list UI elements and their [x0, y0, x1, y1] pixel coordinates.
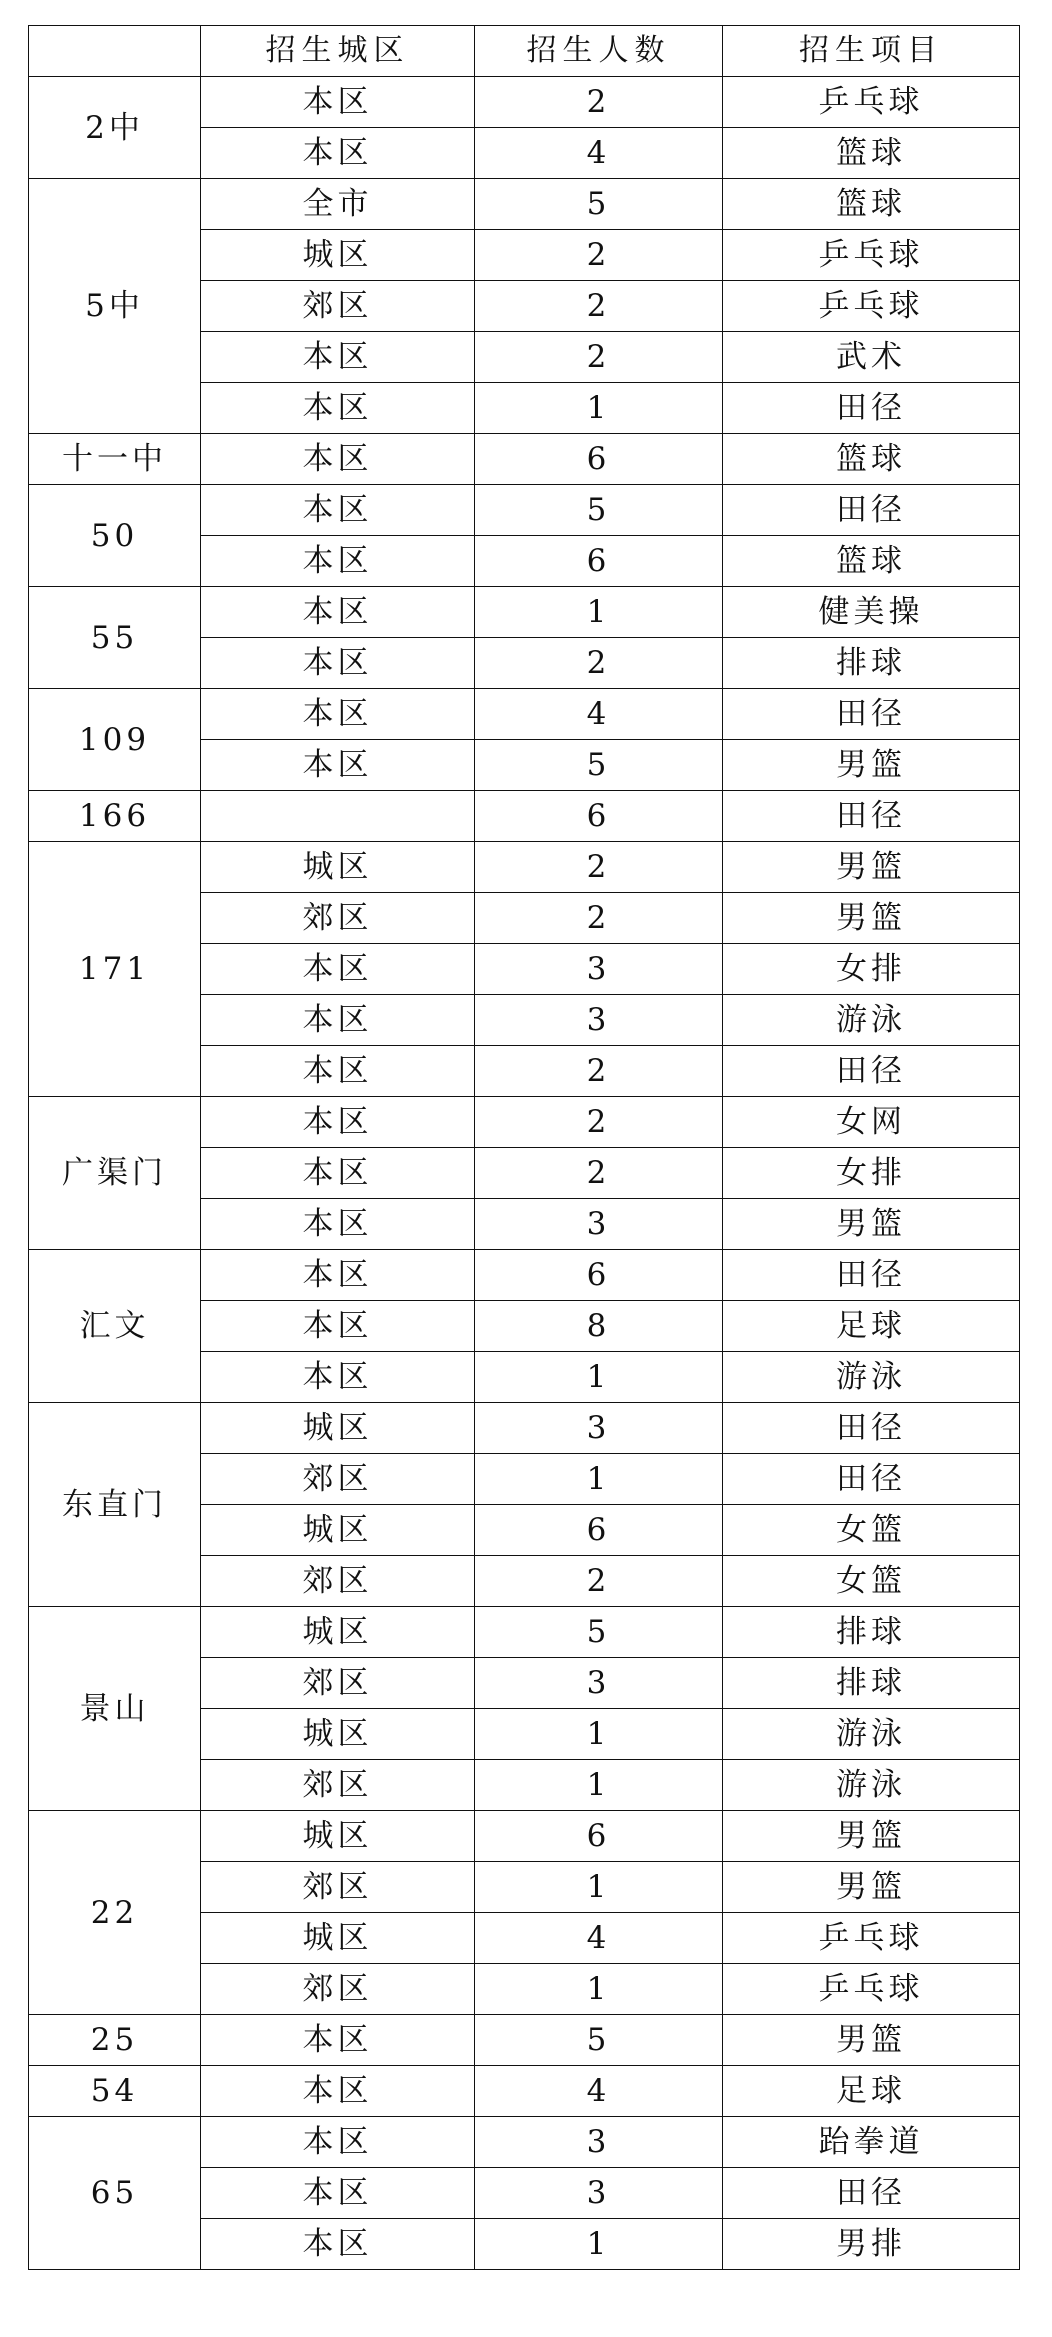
table-row: [29, 434, 1020, 485]
count-cell: 2: [475, 893, 723, 944]
school-cell: 54: [29, 2066, 201, 2117]
table-row: [29, 689, 1020, 740]
count-cell: 3: [475, 1199, 723, 1250]
count-cell: 8: [475, 1301, 723, 1352]
sport-cell: 足球: [723, 2066, 1020, 2117]
sport-cell: 女排: [723, 1148, 1020, 1199]
count-cell: 5: [475, 740, 723, 791]
sport-cell: 跆拳道: [723, 2117, 1020, 2168]
count-cell: 2: [475, 1046, 723, 1097]
count-cell: 6: [475, 791, 723, 842]
table-row: [29, 791, 1020, 842]
school-cell: 55: [29, 587, 201, 689]
sport-cell: 男篮: [723, 1199, 1020, 1250]
school-cell: 汇文: [29, 1250, 201, 1403]
sport-cell: 男篮: [723, 893, 1020, 944]
sport-cell: 篮球: [723, 128, 1020, 179]
table-row: [29, 2066, 1020, 2117]
count-cell: 3: [475, 1658, 723, 1709]
count-cell: 4: [475, 689, 723, 740]
count-cell: 2: [475, 230, 723, 281]
count-cell: 1: [475, 1352, 723, 1403]
district-cell: 本区: [201, 1046, 475, 1097]
district-cell: 本区: [201, 1301, 475, 1352]
district-cell: 城区: [201, 1811, 475, 1862]
header-sport: 招生项目: [723, 26, 1020, 77]
district-cell: 本区: [201, 689, 475, 740]
count-cell: 3: [475, 995, 723, 1046]
district-cell: 本区: [201, 587, 475, 638]
school-cell: 十一中: [29, 434, 201, 485]
table-row: [29, 1811, 1020, 1862]
count-cell: 4: [475, 2066, 723, 2117]
school-cell: 166: [29, 791, 201, 842]
count-cell: 1: [475, 587, 723, 638]
sport-cell: 田径: [723, 1454, 1020, 1505]
district-cell: 全市: [201, 179, 475, 230]
table-row: [29, 485, 1020, 536]
district-cell: 本区: [201, 2219, 475, 2270]
sport-cell: 篮球: [723, 434, 1020, 485]
school-cell: 2中: [29, 77, 201, 179]
sport-cell: 男篮: [723, 1811, 1020, 1862]
sport-cell: 女篮: [723, 1556, 1020, 1607]
district-cell: 郊区: [201, 1454, 475, 1505]
school-cell: 景山: [29, 1607, 201, 1811]
district-cell: 本区: [201, 995, 475, 1046]
district-cell: 本区: [201, 1250, 475, 1301]
count-cell: 1: [475, 1862, 723, 1913]
sport-cell: 男篮: [723, 1862, 1020, 1913]
district-cell: 本区: [201, 1097, 475, 1148]
district-cell: 本区: [201, 128, 475, 179]
district-cell: 本区: [201, 1352, 475, 1403]
sport-cell: 乒乓球: [723, 230, 1020, 281]
district-cell: 本区: [201, 434, 475, 485]
header-count: 招生人数: [475, 26, 723, 77]
sport-cell: 田径: [723, 689, 1020, 740]
sport-cell: 乒乓球: [723, 1964, 1020, 2015]
school-cell: 109: [29, 689, 201, 791]
school-cell: 广渠门: [29, 1097, 201, 1250]
sport-cell: 足球: [723, 1301, 1020, 1352]
table-row: [29, 2117, 1020, 2168]
school-cell: 171: [29, 842, 201, 1097]
count-cell: 6: [475, 1250, 723, 1301]
sport-cell: 篮球: [723, 179, 1020, 230]
district-cell: [201, 791, 475, 842]
count-cell: 4: [475, 128, 723, 179]
district-cell: 城区: [201, 1607, 475, 1658]
count-cell: 5: [475, 179, 723, 230]
district-cell: 本区: [201, 2168, 475, 2219]
count-cell: 2: [475, 332, 723, 383]
sport-cell: 田径: [723, 1403, 1020, 1454]
district-cell: 城区: [201, 230, 475, 281]
sport-cell: 田径: [723, 1046, 1020, 1097]
sport-cell: 女篮: [723, 1505, 1020, 1556]
count-cell: 1: [475, 1709, 723, 1760]
count-cell: 4: [475, 1913, 723, 1964]
school-cell: 22: [29, 1811, 201, 2015]
count-cell: 2: [475, 1148, 723, 1199]
sport-cell: 游泳: [723, 1709, 1020, 1760]
table-row: [29, 179, 1020, 230]
sport-cell: 排球: [723, 638, 1020, 689]
district-cell: 郊区: [201, 893, 475, 944]
sport-cell: 乒乓球: [723, 1913, 1020, 1964]
district-cell: 郊区: [201, 1964, 475, 2015]
table-row: [29, 587, 1020, 638]
district-cell: 城区: [201, 1709, 475, 1760]
count-cell: 3: [475, 2117, 723, 2168]
district-cell: 本区: [201, 944, 475, 995]
count-cell: 1: [475, 1964, 723, 2015]
sport-cell: 男篮: [723, 740, 1020, 791]
district-cell: 本区: [201, 485, 475, 536]
table-row: [29, 1097, 1020, 1148]
header-row: [29, 26, 1020, 77]
school-cell: 50: [29, 485, 201, 587]
count-cell: 2: [475, 638, 723, 689]
district-cell: 本区: [201, 2015, 475, 2066]
sport-cell: 篮球: [723, 536, 1020, 587]
district-cell: 城区: [201, 842, 475, 893]
district-cell: 郊区: [201, 1658, 475, 1709]
sport-cell: 排球: [723, 1658, 1020, 1709]
district-cell: 郊区: [201, 1862, 475, 1913]
sport-cell: 排球: [723, 1607, 1020, 1658]
count-cell: 2: [475, 1097, 723, 1148]
count-cell: 3: [475, 2168, 723, 2219]
sport-cell: 武术: [723, 332, 1020, 383]
school-cell: 25: [29, 2015, 201, 2066]
header-district: 招生城区: [201, 26, 475, 77]
count-cell: 2: [475, 281, 723, 332]
sport-cell: 女网: [723, 1097, 1020, 1148]
sport-cell: 田径: [723, 2168, 1020, 2219]
table-row: [29, 842, 1020, 893]
district-cell: 本区: [201, 740, 475, 791]
sport-cell: 乒乓球: [723, 281, 1020, 332]
sport-cell: 游泳: [723, 995, 1020, 1046]
sport-cell: 田径: [723, 791, 1020, 842]
count-cell: 1: [475, 1760, 723, 1811]
district-cell: 郊区: [201, 1556, 475, 1607]
count-cell: 6: [475, 434, 723, 485]
count-cell: 1: [475, 1454, 723, 1505]
district-cell: 本区: [201, 1148, 475, 1199]
count-cell: 3: [475, 944, 723, 995]
count-cell: 6: [475, 536, 723, 587]
table-row: [29, 1250, 1020, 1301]
count-cell: 5: [475, 1607, 723, 1658]
district-cell: 本区: [201, 2066, 475, 2117]
count-cell: 6: [475, 1505, 723, 1556]
table-row: [29, 1607, 1020, 1658]
school-cell: 东直门: [29, 1403, 201, 1607]
count-cell: 2: [475, 1556, 723, 1607]
table-row: [29, 1403, 1020, 1454]
count-cell: 2: [475, 842, 723, 893]
sport-cell: 乒乓球: [723, 77, 1020, 128]
sport-cell: 田径: [723, 1250, 1020, 1301]
district-cell: 城区: [201, 1403, 475, 1454]
district-cell: 城区: [201, 1505, 475, 1556]
district-cell: 本区: [201, 536, 475, 587]
sport-cell: 游泳: [723, 1352, 1020, 1403]
header-school: [29, 26, 201, 77]
sport-cell: 健美操: [723, 587, 1020, 638]
district-cell: 本区: [201, 638, 475, 689]
sport-cell: 女排: [723, 944, 1020, 995]
school-cell: 5中: [29, 179, 201, 434]
sport-cell: 男篮: [723, 2015, 1020, 2066]
district-cell: 本区: [201, 332, 475, 383]
district-cell: 本区: [201, 1199, 475, 1250]
district-cell: 郊区: [201, 1760, 475, 1811]
count-cell: 1: [475, 383, 723, 434]
district-cell: 城区: [201, 1913, 475, 1964]
school-cell: 65: [29, 2117, 201, 2270]
sport-cell: 男排: [723, 2219, 1020, 2270]
count-cell: 2: [475, 77, 723, 128]
table-row: [29, 2015, 1020, 2066]
sport-cell: 田径: [723, 485, 1020, 536]
sport-cell: 游泳: [723, 1760, 1020, 1811]
district-cell: 本区: [201, 383, 475, 434]
count-cell: 1: [475, 2219, 723, 2270]
district-cell: 郊区: [201, 281, 475, 332]
sport-cell: 田径: [723, 383, 1020, 434]
enrollment-table: [28, 25, 1020, 2270]
count-cell: 5: [475, 2015, 723, 2066]
count-cell: 5: [475, 485, 723, 536]
sport-cell: 男篮: [723, 842, 1020, 893]
count-cell: 3: [475, 1403, 723, 1454]
table-row: [29, 77, 1020, 128]
count-cell: 6: [475, 1811, 723, 1862]
table-body: [29, 77, 1020, 2270]
district-cell: 本区: [201, 2117, 475, 2168]
district-cell: 本区: [201, 77, 475, 128]
